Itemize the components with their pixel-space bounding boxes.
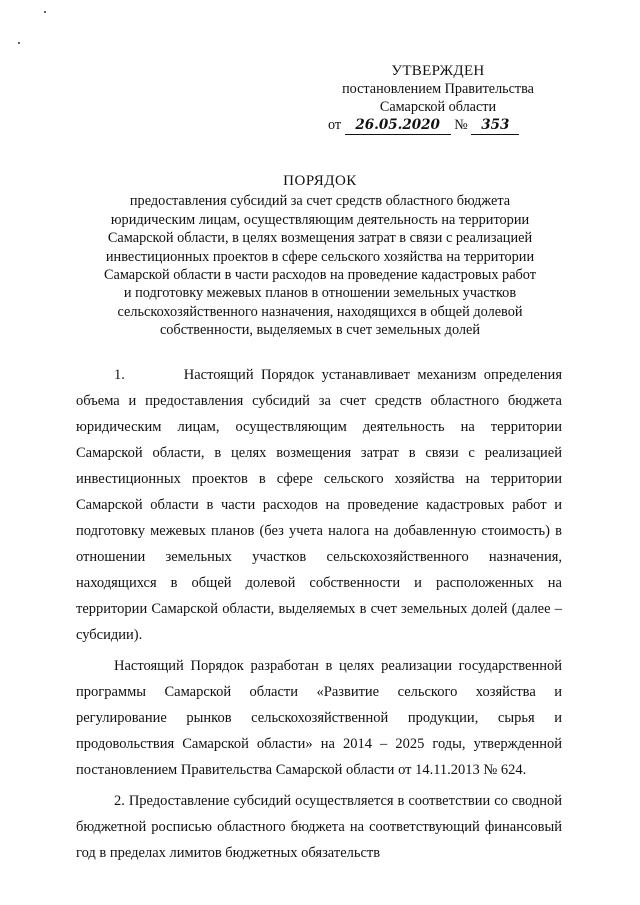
body-paragraph: 1. Настоящий Порядок устанавливает механизм определения объема и предоставления субсидий за счет средств областного бюджета юридическим лицам, осуществляющим деятельность на территории Самарской области, в целях возмещения затрат в связи с реализацией инвестиционных проектов в сфере сельского хозяйства на территории Самарской области в части расходов на проведение кадастровых работ и подготовку межевых планов (без учета налога на добавленную стоимость) в отношении земельных участков сельскохозяйственного назначения, находящихся в общей долевой собственности и расположенных на территории Самарской области, выделяемых в счет земельных долей (далее – субсидии). [76,367,562,643]
approval-line: Самарской области [379,99,497,115]
scan-speck [18,42,20,44]
approval-heading: УТВЕРЖДЕН [391,63,485,79]
title-line: предоставления субсидий за счет средств областного бюджета [129,193,511,210]
approval-block [318,62,558,135]
title-line: Самарской области, в целях возмещения затрат в связи с реализацией [107,230,533,247]
title-line: инвестиционных проектов в сфере сельского хозяйства на территории [105,248,535,265]
document-title [78,172,562,340]
title-line: собственности, выделяемых в счет земельных долей [159,322,481,339]
title-line: юридическим лицам, осуществляющим деятельность на территории [110,211,530,228]
handwritten-number: 353 [471,116,519,135]
approval-line: постановлением Правительства [342,81,534,97]
body-paragraph: Настоящий Порядок разработан в целях реализации государственной программы Самарской области «Развитие сельского хозяйства и регулирование рынков сельскохозяйственной продукции, сырья и продовольствия Самарской области» на 2014 – 2025 годы, утвержденной постановлением Правительства Самарской области от 14.11.2013 № 624. [76,658,562,778]
title-line: и подготовку межевых планов в отношении земельных участков [123,285,517,302]
number-prefix: № [454,117,468,133]
body-paragraph: 2. Предоставление субсидий осуществляется в соответствии со сводной бюджетной росписью областного бюджета на соответствующий финансовый год в пределах лимитов бюджетных обязательств [76,793,562,861]
approval-reference [318,116,558,135]
title-line: сельскохозяйственного назначения, находящихся в общей долевой [117,303,523,320]
date-prefix: от [328,117,342,133]
title-line: Самарской области в части расходов на проведение кадастровых работ [103,267,537,284]
document-body [76,362,562,871]
scan-speck [44,11,46,13]
title-heading: ПОРЯДОК [283,173,357,189]
handwritten-date: 26.05.2020 [345,116,451,135]
